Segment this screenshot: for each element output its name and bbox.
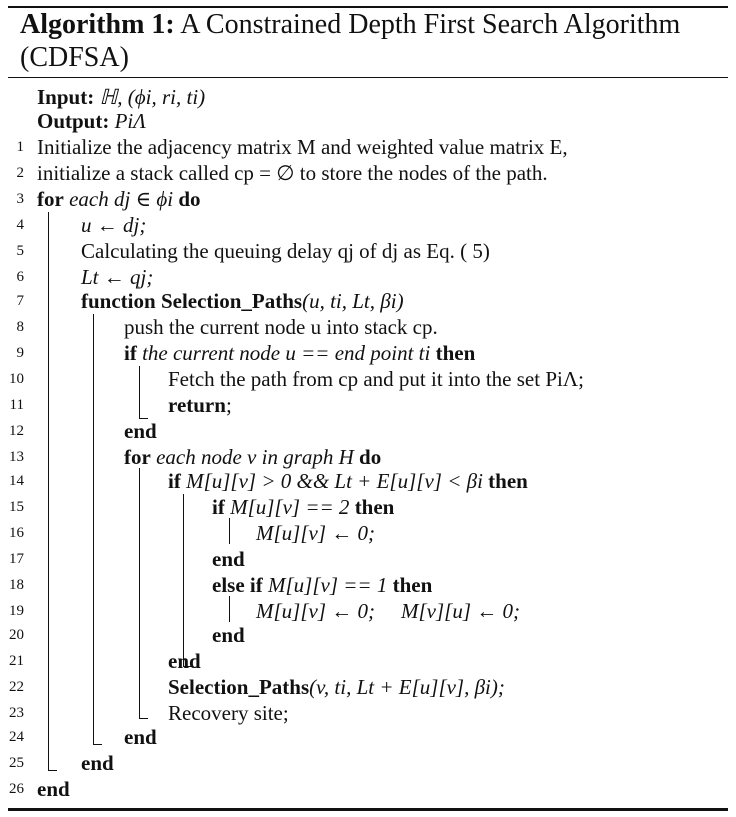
line-number: 1 [16,139,24,155]
line-number: 17 [9,551,24,567]
line-number: 16 [9,525,24,541]
line-number: 7 [16,293,24,309]
line-number: 21 [9,653,24,669]
keyword: for [37,187,64,211]
line-number: 8 [16,319,24,335]
keyword: end [212,547,245,571]
condition: each node v in graph H [156,445,354,469]
line-number: 6 [16,269,24,285]
line-25 [0,750,736,776]
line-23 [0,700,736,726]
function-params: (v, ti, Lt + E[u][v], βi); [309,675,505,699]
function-params: (u, ti, Lt, βi) [302,289,404,313]
line-text: push the current node u into stack cp. [124,315,438,339]
line-number: 3 [16,191,24,207]
line-9 [0,340,736,366]
keyword: end [81,751,114,775]
output-value: PiΛ [114,109,146,133]
line-text-2: M[v][u] ← 0; [401,599,520,623]
bottom-rule [8,808,728,811]
line-text: ; [225,393,232,417]
keyword: else if [212,573,263,597]
keyword: then [435,341,476,365]
line-text: Fetch the path from cp and put it into the set PiΛ; [168,367,584,391]
line-14 [0,468,736,494]
keyword: end [168,649,201,673]
function-name: Selection_Paths [160,289,303,313]
line-text: Lt ← qj; [81,265,154,289]
line-11 [0,392,736,418]
keyword: function [81,289,156,313]
line-19 [0,598,736,624]
line-8 [0,314,736,340]
line-24 [0,724,736,750]
line-number: 22 [9,679,24,695]
line-number: 12 [9,423,24,439]
keyword: then [488,469,528,493]
line-number: 11 [9,397,24,413]
line-number: 24 [9,729,24,745]
keyword: if [168,469,181,493]
line-12 [0,418,736,444]
line-number: 18 [9,577,24,593]
line-number: 4 [16,217,24,233]
line-17 [0,546,736,572]
input-line [0,84,736,110]
line-number: 15 [9,499,24,515]
line-1 [0,134,736,160]
line-number: 13 [9,449,24,465]
condition: M[u][v] > 0 && Lt + E[u][v] < βi [186,469,483,493]
line-number: 2 [16,165,24,181]
line-number: 5 [16,243,24,259]
function-name: Selection_Paths [168,675,310,699]
keyword: end [124,725,157,749]
line-18 [0,572,736,598]
output-keyword: Output: [37,109,110,133]
keyword: then [392,573,433,597]
line-number: 9 [16,345,24,361]
caption-rule [8,77,728,78]
line-6 [0,264,736,290]
line-number: 25 [9,755,24,771]
line-3 [0,186,736,212]
line-10 [0,366,736,392]
line-22 [0,674,736,700]
caption-title: A Constrained Depth First Search Algorithm (CDFSA) [20,9,681,73]
line-text: u ← dj; [81,213,147,237]
line-number: 23 [9,705,24,721]
line-20 [0,622,736,648]
line-26 [0,776,736,802]
keyword: return [168,393,226,417]
algorithm-caption [20,8,720,74]
line-number: 10 [9,371,24,387]
keyword: end [124,419,157,443]
output-line [0,108,736,134]
line-text: Initialize the adjacency matrix M and weighted value matrix E, [37,135,568,159]
line-text: initialize a stack called cp = ∅ to store the nodes of the path. [37,161,548,185]
line-15 [0,494,736,520]
line-13 [0,444,736,470]
keyword: for [124,445,151,469]
line-text: Recovery site; [168,701,289,725]
line-text: M[u][v] ← 0; [256,521,375,545]
line-number: 14 [9,473,24,489]
input-keyword: Input: [37,85,95,109]
line-text: Calculating the queuing delay qj of dj as Eq. ( 5) [81,239,490,263]
keyword: then [354,495,395,519]
keyword: if [212,495,225,519]
line-number: 19 [9,603,24,619]
keyword: end [212,623,245,647]
keyword: do [359,445,382,469]
condition: the current node u == end point ti [142,341,431,365]
condition: M[u][v] == 1 [267,573,388,597]
caption-label: Algorithm 1: [20,9,175,40]
input-value: ℍ, (ϕi, ri, ti) [99,85,206,109]
keyword: end [37,777,70,801]
line-7 [0,288,736,314]
line-text: M[u][v] ← 0; [256,599,375,623]
line-5 [0,238,736,264]
line-number: 26 [9,781,24,797]
keyword: if [124,341,137,365]
line-4 [0,212,736,238]
line-16 [0,520,736,546]
line-21 [0,648,736,674]
condition: M[u][v] == 2 [230,495,350,519]
line-2 [0,160,736,186]
line-number: 20 [9,627,24,643]
condition: each dj ∈ ϕi [69,187,174,211]
keyword: do [178,187,201,211]
